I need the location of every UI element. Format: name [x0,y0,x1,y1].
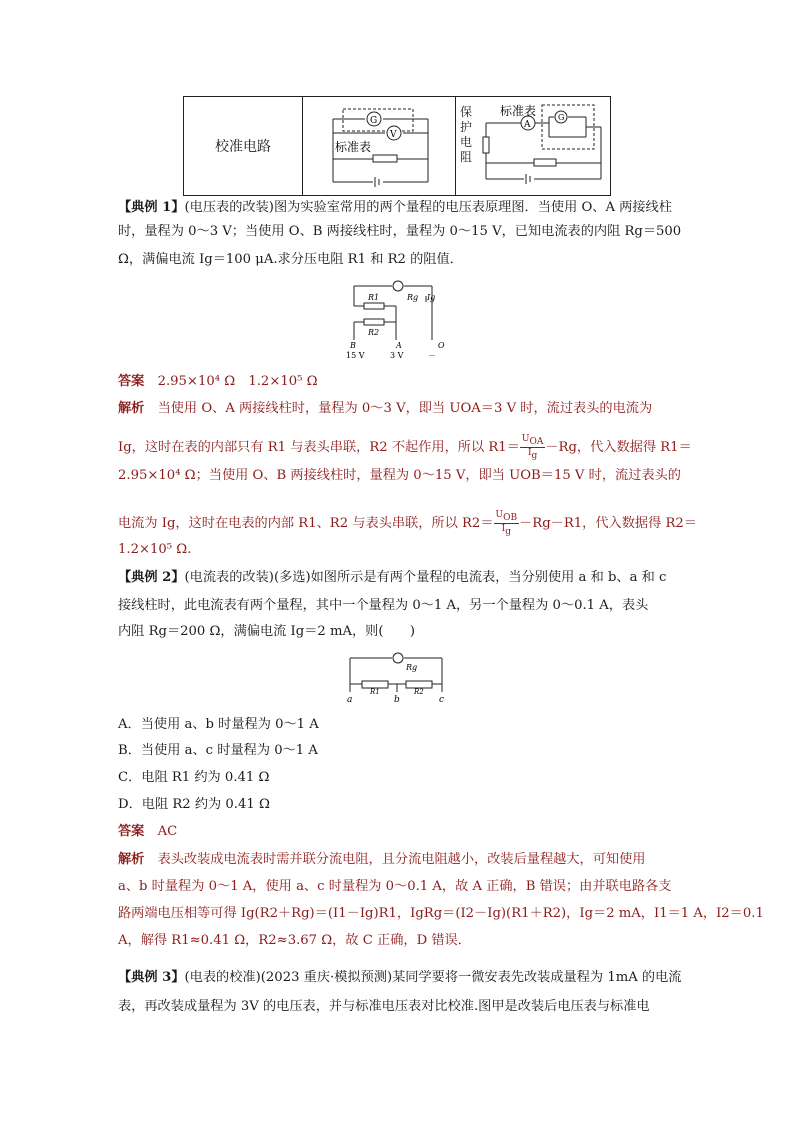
ex3-topic: (电表的校准) [184,970,261,985]
answer-label: 答案 [118,374,145,389]
analysis-label: 解析 [118,852,145,867]
voltmeter-principle-diagram [340,278,460,364]
ex1-analysis-text-1: 当使用 O、A 两接线柱时，量程为 0～3 V，即当 UOA＝3 V 时，流过表头的电流为 [157,401,653,416]
terminal-o-label: O [438,341,445,350]
ex3-text-1: (2023 重庆·模拟预测)某同学要将一微安表先改装成量程为 1mA 的电流 [260,970,682,985]
fraction-uoa-ig: $\frac{U_{OA}}{I_g}$ [521,434,544,461]
terminal-b-label: b [394,695,400,704]
answer-value: AC [157,824,178,839]
minus-label: － [428,351,436,360]
ex2-analysis-1 [118,850,646,870]
rg-label: Rg [407,293,419,302]
galvanometer-label: G [558,113,565,122]
fraction-uob-ig: $\frac{U_{OB}}{I_g}$ [495,510,518,537]
table-row-label: 校准电路 [184,97,303,195]
r2-label: R2 [414,688,424,696]
ig-label: Ig [427,293,436,302]
terminal-b-label: B [350,341,356,350]
ex1-line1 [118,198,672,218]
ex3-tag: 【典例 3】 [118,970,185,985]
r1-label: R1 [370,688,380,696]
ex2-answer [118,822,177,842]
ex2-line1 [118,568,666,588]
ex3-line2: 表，再改装成量程为 3V 的电压表，并与标准电压表对比校准.图甲是改装后电压表与标准电 [118,999,650,1014]
protect-resistor-label: 保护电阻 [460,105,473,164]
galvanometer-icon [393,653,403,663]
ex1-analysis-2 [118,434,692,461]
ex2-line3: 内阻 Rg＝200 Ω，满偏电流 Ig＝2 mA，则( ) [118,624,416,639]
ex2-line2: 接线柱时，此电流表有两个量程，其中一个量程为 0～1 A，另一个量程为 0～0.1 A，表头 [118,598,649,613]
voltmeter-label: V [390,130,397,140]
ex2-analysis-3: 路两端电压相等可得 Ig(R2＋Rg)＝(I1－Ig)R1，IgRg＝(I2－Ig)(R1＋R2)，Ig＝2 mA，I1＝1 A，I2＝0.1 [118,906,764,921]
ex1-analysis-1 [118,399,652,419]
ex1-answer [118,372,318,392]
ex1-line2: 时，量程为 0～3 V；当使用 O、B 两接线柱时，量程为 0～15 V，已知电流表的内阻 Rg＝500 [118,224,682,239]
ex3-line1 [118,968,682,988]
r1-label: R1 [368,293,380,302]
ex1-analysis-text-4: 电流为 Ig，这时在电表的内部 R1、R2 与表头串联，所以 R2＝ [118,515,494,531]
ex1-analysis-text-2b: －Rg，代入数据得 R1＝ [545,439,692,455]
terminal-c-label: c [439,695,445,704]
answer-value: 2.95×10⁴ Ω 1.2×10⁵ Ω [157,374,318,389]
ammeter-label: A [524,120,531,130]
ex2-tag: 【典例 2】 [118,570,185,585]
ex1-text-1: 图为实验室常用的两个量程的电压表原理图．当使用 O、A 两接线柱 [273,200,672,215]
ex1-analysis-text-2: Ig，这时在表的内部只有 R1 与表头串联，R2 不起作用，所以 R1＝ [118,439,520,455]
ex2-analysis-text-1: 表头改装成电流表时需并联分流电阻，且分流电阻越小，改装后量程越大，可知使用 [157,852,646,867]
ex1-topic: (电压表的改装) [184,200,274,215]
range-15v-label: 15 V [346,351,365,360]
galvanometer-icon [393,281,403,291]
ex2-option-a[interactable]: A．当使用 a、b 时量程为 0～1 A [118,717,319,732]
ammeter-calibration-diagram [456,97,610,195]
ex1-analysis-4 [118,510,697,537]
ex2-analysis-4: A，解得 R1≈0.41 Ω，R2≈3.67 Ω，故 C 正确，D 错误． [118,933,471,948]
ex2-analysis-2: a、b 时量程为 0～1 A，使用 a、c 时量程为 0～0.1 A，故 A 正确，B 错误；由并联电路各支 [118,879,672,894]
rg-label: Rg [406,663,418,672]
galvanometer-label: G [370,116,378,126]
range-3v-label: 3 V [390,351,404,360]
ex2-option-d[interactable]: D．电阻 R2 约为 0.41 Ω [118,797,270,812]
ex1-analysis-3: 2.95×10⁴ Ω；当使用 O、B 两接线柱时，量程为 0～15 V，即当 UOB＝15 V 时，流过表头的 [118,468,681,483]
ex2-text-1: (多选)如图所示是有两个量程的电流表，当分别使用 a 和 b、a 和 c [273,570,667,585]
ex2-topic: (电流表的改装) [184,570,274,585]
terminal-a-label: A [396,341,402,350]
ex2-option-c[interactable]: C．电阻 R1 约为 0.41 Ω [118,770,270,785]
ex1-analysis-5: 1.2×10⁵ Ω. [118,542,192,557]
ex1-tag: 【典例 1】 [118,200,185,215]
ammeter-principle-diagram [340,646,452,704]
standard-meter-label: 标准表 [500,104,537,118]
voltmeter-calibration-diagram [303,97,455,195]
calibration-table [183,96,611,196]
ex1-line3: Ω，满偏电流 Ig＝100 μA.求分压电阻 R1 和 R2 的阻值． [118,252,463,267]
ex2-option-b[interactable]: B．当使用 a、c 时量程为 0～1 A [118,743,318,758]
standard-meter-label: 标准表 [335,140,372,154]
analysis-label: 解析 [118,401,145,416]
calibration-circuit-ammeter [456,97,610,195]
calibration-circuit-voltmeter [303,97,456,195]
terminal-a-label: a [347,695,353,704]
ex1-analysis-text-4b: －Rg－R1，代入数据得 R2＝ [519,515,697,531]
r2-label: R2 [368,328,380,337]
answer-label: 答案 [118,824,145,839]
